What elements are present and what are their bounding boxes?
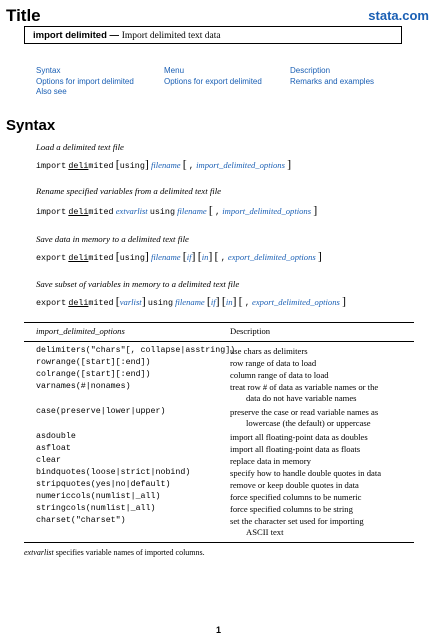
syntax-bracket: ]: [287, 157, 292, 171]
syntax-options-link[interactable]: export_delimited_options: [252, 297, 340, 307]
syntax-command-1: [36, 157, 292, 171]
option-name[interactable]: case(preserve|lower|upper): [36, 407, 166, 416]
description-line: set the character set used for importing: [230, 516, 364, 526]
option-name[interactable]: asfloat: [36, 444, 71, 453]
syntax-extvarlist[interactable]: extvarlist: [115, 206, 148, 216]
description-line: import all floating-point data as floats: [230, 444, 361, 454]
description-line: import all floating-point data as doubles: [230, 432, 368, 442]
option-name[interactable]: delimiters("chars"[, collapse|asstring]): [36, 346, 236, 355]
option-description: [230, 516, 426, 537]
options-column-header: import_delimited_options: [36, 326, 125, 336]
description-line: force specified columns to be string: [230, 504, 353, 514]
option-name[interactable]: bindquotes(loose|strict|nobind): [36, 468, 191, 477]
syntax-if[interactable]: if: [186, 252, 192, 262]
syntax-command-4: [36, 294, 347, 308]
option-description: [230, 407, 426, 428]
option-description: [230, 370, 426, 381]
description-line: row range of data to load: [230, 358, 317, 368]
description-line: preserve the case or read variable names as: [230, 407, 379, 417]
syntax-in[interactable]: in: [225, 297, 233, 307]
table-bottom-rule: [24, 542, 414, 543]
syntax-bracket: [: [214, 249, 219, 263]
syntax-filename[interactable]: filename: [175, 297, 205, 307]
option-description: [230, 432, 426, 443]
option-description: [230, 382, 426, 403]
title-description: Import delimited text data: [121, 31, 221, 41]
syntax-bracket: [: [238, 294, 243, 308]
links-column-1: [36, 66, 134, 98]
syntax-options-link[interactable]: export_delimited_options: [227, 252, 316, 262]
option-description: [230, 468, 426, 479]
link-menu[interactable]: Menu: [164, 66, 185, 75]
section-heading-syntax: Syntax: [6, 117, 56, 134]
link-options-export[interactable]: Options for export delimited: [164, 76, 262, 86]
syntax-keyword: using: [147, 298, 173, 308]
description-line-continued: lowercase (the default) or uppercase: [246, 417, 371, 428]
syntax-bracket: [: [206, 294, 211, 308]
option-name[interactable]: varnames(#|nonames): [36, 382, 131, 391]
option-description: [230, 492, 426, 503]
syntax-keyword: export: [36, 298, 67, 308]
description-line-continued: data do not have variable names: [246, 392, 357, 403]
title-dash: —: [106, 30, 122, 41]
page-number: 1: [215, 625, 221, 635]
syntax-bracket: [: [115, 294, 120, 308]
syntax-bracket: ]: [215, 294, 220, 308]
syntax-bracket: ]: [317, 249, 322, 263]
syntax-keyword: using: [149, 207, 175, 217]
syntax-caption: Save data in memory to a delimited text file: [36, 234, 189, 244]
syntax-keyword-abbrev: deli: [68, 253, 89, 263]
table-header-rule: [24, 341, 414, 342]
syntax-bracket: ]: [191, 249, 196, 263]
description-line: specify how to handle double quotes in data: [230, 468, 382, 478]
option-name[interactable]: charset("charset"): [36, 516, 126, 525]
syntax-keyword: import: [36, 207, 67, 217]
description-line: treat row # of data as variable names or the: [230, 382, 379, 392]
syntax-filename[interactable]: filename: [151, 252, 181, 262]
links-column-3: [290, 66, 374, 87]
syntax-in[interactable]: in: [201, 252, 209, 262]
option-name[interactable]: stripquotes(yes|no|default): [36, 480, 171, 489]
syntax-comma: ,: [244, 298, 250, 308]
syntax-filename[interactable]: filename: [177, 206, 207, 216]
description-column-header: Description: [230, 326, 271, 336]
option-description: [230, 346, 426, 357]
syntax-keyword: import: [36, 161, 67, 171]
description-line: column range of data to load: [230, 370, 329, 380]
syntax-comma: ,: [188, 161, 194, 171]
footnote-text: specifies variable names of imported columns.: [53, 548, 205, 557]
syntax-bracket: [: [182, 157, 187, 171]
option-name[interactable]: asdouble: [36, 432, 76, 441]
syntax-keyword: mited: [88, 161, 114, 171]
syntax-if[interactable]: if: [210, 297, 216, 307]
syntax-bracket: [: [221, 294, 226, 308]
page-title: Title: [6, 6, 41, 25]
syntax-bracket: [: [115, 249, 120, 263]
syntax-filename[interactable]: filename: [151, 160, 181, 170]
option-description: [230, 358, 426, 369]
links-column-2: [164, 66, 262, 87]
syntax-bracket: ]: [232, 294, 237, 308]
syntax-varlist[interactable]: varlist: [119, 297, 142, 307]
syntax-keyword-abbrev: deli: [68, 207, 89, 217]
syntax-caption: Save subset of variables in memory to a delimited text file: [36, 279, 240, 289]
footnote-term: extvarlist: [24, 548, 54, 557]
link-options-import[interactable]: Options for import delimited: [36, 76, 134, 86]
syntax-bracket: [: [115, 157, 120, 171]
description-line: use chars as delimiters: [230, 346, 308, 356]
site-link[interactable]: stata.com: [368, 8, 429, 23]
syntax-comma: ,: [220, 253, 226, 263]
option-name[interactable]: clear: [36, 456, 61, 465]
title-box: [24, 26, 402, 44]
syntax-bracket: ]: [342, 294, 347, 308]
description-line: replace data in memory: [230, 456, 311, 466]
syntax-options-link[interactable]: import_delimited_options: [196, 160, 285, 170]
link-remarks[interactable]: Remarks and examples: [290, 76, 375, 86]
option-description: [230, 504, 426, 515]
option-name[interactable]: stringcols(numlist|_all): [36, 504, 156, 513]
description-line: force specified columns to be numeric: [230, 492, 362, 502]
description-line-continued: ASCII text: [246, 526, 284, 537]
syntax-bracket: [: [182, 249, 187, 263]
syntax-caption: Rename specified variables from a delimited text file: [36, 186, 222, 196]
syntax-bracket: ]: [313, 203, 318, 217]
syntax-keyword: export: [36, 253, 67, 263]
link-syntax[interactable]: Syntax: [36, 66, 61, 75]
syntax-command-3: [36, 249, 322, 263]
footnote: [24, 548, 205, 557]
syntax-bracket: [: [197, 249, 202, 263]
option-description: [230, 480, 426, 491]
syntax-keyword-abbrev: deli: [68, 298, 89, 308]
syntax-bracket: ]: [144, 157, 149, 171]
syntax-command-2: [36, 203, 318, 217]
option-name[interactable]: numericcols(numlist|_all): [36, 492, 161, 501]
syntax-keyword-abbrev: deli: [68, 161, 89, 171]
syntax-options-link[interactable]: import_delimited_options: [222, 206, 312, 216]
description-line: remove or keep double quotes in data: [230, 480, 359, 490]
option-name[interactable]: rowrange([start][:end]): [36, 358, 151, 367]
syntax-bracket: [: [208, 203, 213, 217]
link-also-see[interactable]: Also see: [36, 87, 67, 96]
syntax-bracket: ]: [144, 249, 149, 263]
option-description: [230, 444, 426, 455]
title-command: import delimited: [33, 30, 107, 41]
syntax-keyword: using: [119, 253, 145, 263]
option-name[interactable]: colrange([start][:end]): [36, 370, 151, 379]
link-description[interactable]: Description: [290, 66, 331, 75]
syntax-caption: Load a delimited text file: [36, 142, 124, 152]
syntax-bracket: ]: [141, 294, 146, 308]
syntax-comma: ,: [215, 207, 221, 217]
syntax-keyword: mited: [88, 253, 114, 263]
option-description: [230, 456, 426, 467]
syntax-keyword: mited: [88, 298, 114, 308]
table-top-rule: [24, 322, 414, 323]
syntax-keyword: mited: [88, 207, 114, 217]
syntax-bracket: ]: [208, 249, 213, 263]
syntax-keyword: using: [119, 161, 145, 171]
